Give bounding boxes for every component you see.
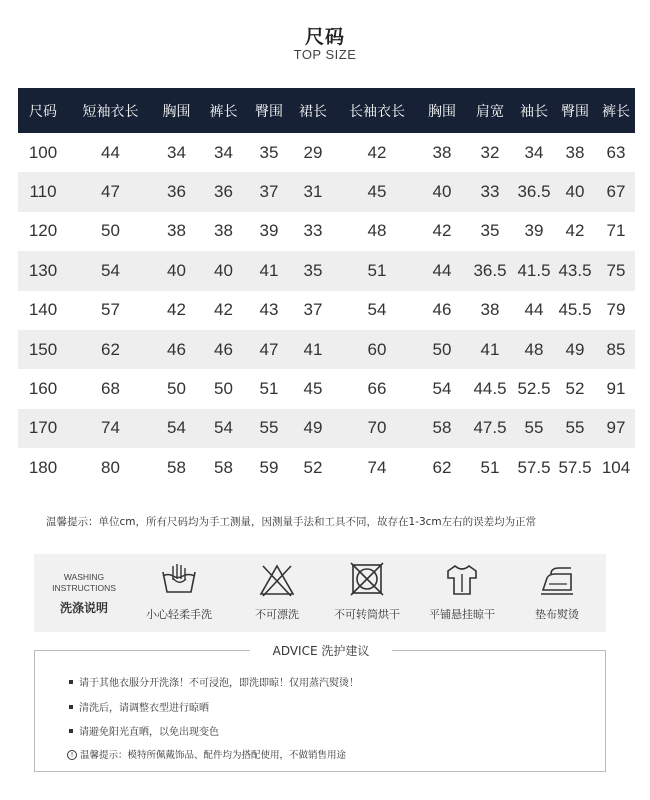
table-cell: 34: [167, 142, 186, 162]
table-cell: 51: [367, 260, 387, 280]
table-cell: 39: [524, 221, 544, 241]
wash-label-iron: 垫布熨烫: [535, 608, 579, 621]
table-cell: 51: [480, 457, 500, 477]
wash-item-no-bleach: [232, 562, 322, 628]
table-cell: 41: [259, 260, 279, 280]
table-cell: 46: [432, 300, 452, 320]
wash-item-no-tumble-dry: [322, 562, 412, 628]
table-cell: 35: [480, 221, 500, 241]
column-header: 胸围: [428, 103, 456, 120]
table-cell: 66: [367, 379, 387, 399]
table-cell: 70: [367, 418, 387, 438]
table-cell: 50: [432, 339, 452, 359]
table-cell: 42: [432, 221, 452, 241]
hand-wash-icon: [159, 562, 199, 598]
bullet-icon: [69, 729, 73, 733]
washing-title-cn: 洗涤说明: [59, 601, 108, 615]
table-cell: 41: [303, 339, 323, 359]
table-cell: 36.5: [473, 260, 507, 280]
advice-panel: [34, 644, 606, 772]
table-cell: 35: [259, 142, 279, 162]
table-body: [18, 133, 635, 488]
table-cell: 57: [101, 300, 120, 320]
table-cell: 36: [214, 182, 233, 202]
advice-item: [69, 699, 209, 714]
table-cell: 97: [606, 418, 626, 438]
table-cell: 63: [606, 142, 626, 162]
table-cell: 51: [259, 379, 279, 399]
table-row: [18, 409, 635, 448]
table-cell: 46: [214, 339, 233, 359]
table-cell: 54: [432, 379, 452, 399]
wash-label-no-tumble-dry: 不可转筒烘干: [334, 608, 400, 621]
column-header: 胸围: [162, 103, 191, 120]
column-header: 裙长: [299, 103, 327, 120]
table-cell: 68: [101, 379, 120, 399]
table-cell: 34: [524, 142, 544, 162]
table-row: [18, 291, 635, 330]
wash-item-hand-wash: [134, 562, 224, 628]
table-header-row: [18, 88, 635, 133]
flat-dry-icon: [442, 562, 482, 598]
table-cell: 52.5: [517, 379, 551, 399]
table-cell: 34: [214, 142, 233, 162]
table-cell: 42: [167, 300, 186, 320]
table-cell: 49: [565, 339, 585, 359]
column-header: 臀围: [255, 103, 283, 120]
table-cell: 110: [29, 182, 57, 202]
table-cell: 33: [303, 221, 323, 241]
table-cell: 55: [524, 418, 544, 438]
table-cell: 37: [259, 182, 279, 202]
table-cell: 50: [214, 379, 233, 399]
table-cell: 74: [367, 457, 387, 477]
table-cell: 43: [259, 300, 279, 320]
advice-item: [69, 723, 219, 738]
page-subtitle: TOP SIZE: [293, 47, 357, 62]
table-cell: 62: [432, 457, 452, 477]
advice-item: [69, 674, 359, 689]
table-cell: 120: [28, 221, 58, 241]
table-cell: 180: [28, 457, 58, 477]
table-cell: 39: [259, 221, 279, 241]
table-cell: 55: [259, 418, 279, 438]
table-cell: 29: [303, 142, 323, 162]
no-tumble-dry-icon: [347, 562, 387, 598]
wash-item-flat-dry: [417, 562, 507, 628]
table-row: [18, 172, 635, 211]
table-cell: 44: [101, 142, 120, 162]
table-cell: 45: [303, 379, 323, 399]
advice-item-text: 请于其他衣服分开洗涤！不可浸泡，即洗即晾！仅用蒸汽熨烫！: [79, 678, 359, 689]
table-cell: 46: [167, 339, 186, 359]
table-cell: 48: [367, 221, 387, 241]
column-header: 短袖衣长: [82, 103, 139, 120]
advice-item-text: 清洗后，请调整衣型进行晾晒: [79, 703, 209, 714]
table-cell: 32: [480, 142, 500, 162]
table-cell: 47.5: [473, 418, 507, 438]
table-cell: 38: [167, 221, 186, 241]
advice-divider-left: [35, 650, 250, 651]
table-cell: 130: [28, 260, 58, 280]
table-cell: 50: [101, 221, 120, 241]
table-cell: 54: [214, 418, 233, 438]
table-cell: 38: [432, 142, 452, 162]
table-cell: 79: [606, 300, 626, 320]
iron-icon: [537, 562, 577, 598]
table-cell: 40: [565, 182, 585, 202]
table-cell: 41.5: [517, 260, 551, 280]
table-cell: 33: [480, 182, 500, 202]
table-cell: 47: [101, 182, 120, 202]
table-cell: 44: [524, 300, 544, 320]
bullet-icon: [69, 705, 73, 709]
table-cell: 57.5: [558, 457, 592, 477]
table-cell: 150: [28, 339, 58, 359]
table-cell: 160: [28, 379, 58, 399]
table-cell: 40: [167, 260, 186, 280]
table-cell: 60: [367, 339, 387, 359]
table-cell: 54: [367, 300, 387, 320]
table-cell: 58: [167, 457, 186, 477]
size-table: [18, 88, 635, 488]
table-cell: 57.5: [517, 457, 551, 477]
column-header: 裤长: [602, 103, 630, 120]
advice-item-text: 请避免阳光直晒，以免出现变色: [79, 727, 219, 738]
table-row: [18, 330, 635, 369]
table-cell: 75: [606, 260, 626, 280]
column-header: 袖长: [520, 103, 548, 120]
table-cell: 43.5: [558, 260, 592, 280]
table-cell: 42: [565, 221, 585, 241]
table-cell: 31: [303, 182, 323, 202]
table-cell: 59: [259, 457, 279, 477]
table-row: [18, 251, 635, 290]
table-cell: 91: [606, 379, 626, 399]
table-cell: 36: [167, 182, 186, 202]
wash-label-hand-wash: 小心轻柔手洗: [146, 608, 212, 621]
table-cell: 36.5: [517, 182, 551, 202]
wash-label-no-bleach: 不可漂洗: [255, 608, 299, 621]
table-cell: 42: [214, 300, 233, 320]
table-cell: 41: [480, 339, 500, 359]
table-cell: 52: [565, 379, 585, 399]
column-header: 长袖衣长: [349, 103, 405, 120]
table-cell: 38: [565, 142, 585, 162]
table-cell: 54: [167, 418, 186, 438]
table-row: [18, 369, 635, 408]
table-cell: 42: [367, 142, 387, 162]
table-cell: 37: [303, 300, 323, 320]
table-cell: 54: [101, 260, 120, 280]
table-cell: 38: [480, 300, 500, 320]
column-header: 裤长: [209, 103, 238, 120]
table-cell: 44.5: [473, 379, 507, 399]
table-cell: 58: [432, 418, 452, 438]
table-cell: 55: [565, 418, 585, 438]
washing-title-en-line2: INSTRUCTIONS: [52, 583, 116, 593]
column-header: 尺码: [29, 103, 57, 120]
size-table-container: [18, 88, 635, 488]
washing-title-en: [34, 572, 134, 594]
table-cell: 140: [28, 300, 58, 320]
table-cell: 40: [214, 260, 233, 280]
column-header: 肩宽: [476, 103, 504, 120]
table-row: [18, 133, 635, 172]
table-cell: 100: [28, 142, 58, 162]
table-cell: 74: [101, 418, 120, 438]
table-cell: 85: [606, 339, 626, 359]
bullet-icon: [69, 680, 73, 684]
table-cell: 40: [432, 182, 452, 202]
table-cell: 52: [303, 457, 323, 477]
table-cell: 48: [524, 339, 544, 359]
advice-tip: [67, 747, 346, 761]
table-cell: 67: [606, 182, 626, 202]
info-icon: !: [67, 750, 77, 760]
table-cell: 71: [606, 221, 626, 241]
table-cell: 80: [101, 457, 120, 477]
table-cell: 170: [28, 418, 58, 438]
table-cell: 44: [432, 260, 452, 280]
table-cell: 38: [214, 221, 233, 241]
table-cell: 47: [259, 339, 279, 359]
no-bleach-icon: [257, 562, 297, 598]
table-cell: 45: [367, 182, 387, 202]
table-cell: 62: [101, 339, 120, 359]
advice-divider-right: [390, 650, 605, 651]
table-cell: 58: [214, 457, 233, 477]
washing-instructions-panel: [34, 554, 606, 632]
wash-label-flat-dry: 平铺悬挂晾干: [429, 608, 495, 621]
table-cell: 50: [167, 379, 186, 399]
advice-title: ADVICE 洗护建议: [250, 642, 392, 659]
advice-tip-text: 温馨提示：模特所佩戴饰品、配件均为搭配使用，不做销售用途: [80, 750, 347, 761]
wash-item-iron: [512, 562, 602, 628]
column-header: 臀围: [561, 103, 589, 120]
page-title: 尺码: [304, 26, 345, 48]
measurement-note: 温馨提示：单位cm，所有尺码均为手工测量，因测量手法和工具不同，故存在1-3cm左右的误差均为正常: [46, 516, 537, 528]
washing-title-en-line1: WASHING: [63, 572, 105, 582]
table-cell: 104: [601, 457, 631, 477]
table-cell: 45.5: [558, 300, 592, 320]
table-cell: 49: [303, 418, 323, 438]
table-cell: 35: [303, 260, 323, 280]
table-row: [18, 448, 635, 487]
table-row: [18, 212, 635, 251]
